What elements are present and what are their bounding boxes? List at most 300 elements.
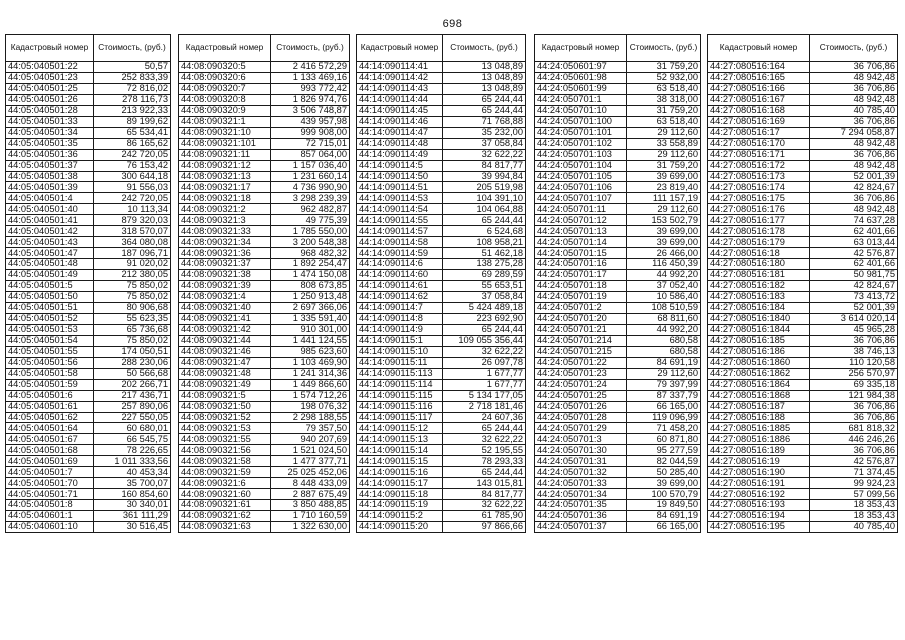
table-row	[179, 478, 350, 489]
cadastral-number-cell: 44:08:090321:4	[179, 292, 271, 303]
cadastral-number-cell: 44:05:040501:51	[6, 302, 94, 313]
cost-cell: 32 622,22	[443, 149, 526, 160]
table-header-row	[6, 35, 171, 62]
table-row	[708, 456, 898, 467]
table-row	[6, 248, 171, 259]
cadastral-number-cell: 44:27:080516:1868	[708, 390, 810, 401]
table-row	[179, 281, 350, 292]
cost-cell: 71 458,20	[627, 423, 701, 434]
table-header-row	[179, 35, 350, 62]
table-row	[179, 149, 350, 160]
table-row	[357, 116, 526, 127]
cadastral-number-cell: 44:27:080516:178	[708, 226, 810, 237]
cost-cell: 23 819,40	[627, 182, 701, 193]
cost-cell: 227 550,05	[94, 412, 171, 423]
cadastral-number-cell: 44:08:090321:56	[179, 445, 271, 456]
cost-cell: 361 111,29	[94, 511, 171, 522]
cadastral-number-cell: 44:24:050701:17	[535, 270, 627, 281]
cost-cell: 48 942,48	[810, 204, 898, 215]
cost-cell: 65 244,44	[443, 324, 526, 335]
cost-cell: 84 817,77	[443, 160, 526, 171]
table-row	[535, 72, 701, 83]
cost-cell: 55 623,35	[94, 313, 171, 324]
cadastre-table-5	[707, 34, 898, 533]
cadastral-number-cell: 44:24:050701:37	[535, 522, 627, 533]
cost-cell: 36 706,86	[810, 401, 898, 412]
table-row	[708, 72, 898, 83]
table-row	[708, 116, 898, 127]
cadastral-number-cell: 44:24:050701:35	[535, 500, 627, 511]
table-row	[708, 83, 898, 94]
cost-cell: 38 746,13	[810, 346, 898, 357]
cadastral-number-cell: 44:05:040501:53	[6, 324, 94, 335]
table-row	[357, 522, 526, 533]
cost-cell: 32 622,22	[443, 346, 526, 357]
table-row	[6, 412, 171, 423]
cadastral-number-cell: 44:08:090321:1	[179, 116, 271, 127]
cadastral-number-cell: 44:08:090321:55	[179, 434, 271, 445]
cadastral-number-cell: 44:08:090320:8	[179, 94, 271, 105]
table-row	[6, 171, 171, 182]
table-row	[6, 292, 171, 303]
cost-cell: 1 157 036,40	[271, 160, 350, 171]
cadastral-number-cell: 44:24:050701:19	[535, 292, 627, 303]
cost-cell: 2 697 366,06	[271, 302, 350, 313]
cadastral-number-cell: 44:05:040501:52	[6, 313, 94, 324]
cadastral-number-cell: 44:24:050701:30	[535, 445, 627, 456]
cadastral-number-cell: 44:27:080516:166	[708, 83, 810, 94]
table-row	[179, 237, 350, 248]
table-row	[357, 259, 526, 270]
cadastral-number-cell: 44:08:090321:5	[179, 390, 271, 401]
table-row	[179, 390, 350, 401]
table-row	[535, 489, 701, 500]
cadastral-number-cell: 44:05:040501:35	[6, 138, 94, 149]
cost-cell: 1 449 866,60	[271, 379, 350, 390]
cadastral-number-cell: 44:24:050601:99	[535, 83, 627, 94]
table-row	[357, 379, 526, 390]
cadastral-number-cell: 44:08:090321:3	[179, 215, 271, 226]
table-row	[535, 182, 701, 193]
table-row	[179, 226, 350, 237]
cadastral-number-cell: 44:27:080516:164	[708, 62, 810, 73]
table-row	[708, 204, 898, 215]
cadastral-number-cell: 44:14:090115:16	[357, 467, 443, 478]
cadastral-number-cell: 44:08:090321:50	[179, 401, 271, 412]
cadastral-number-cell: 44:24:050601:97	[535, 62, 627, 73]
cadastral-number-cell: 44:24:050701:3	[535, 434, 627, 445]
cadastral-number-cell: 44:14:090115:116	[357, 401, 443, 412]
cost-cell: 86 165,62	[94, 138, 171, 149]
cadastral-number-cell: 44:05:040501:70	[6, 478, 94, 489]
cadastral-number-cell: 44:05:040501:6	[6, 390, 94, 401]
cost-cell: 36 706,86	[810, 83, 898, 94]
cost-cell: 910 301,00	[271, 324, 350, 335]
table-row	[6, 423, 171, 434]
cost-cell: 40 453,34	[94, 467, 171, 478]
table-row	[6, 368, 171, 379]
table-row	[535, 379, 701, 390]
cost-cell: 49 775,39	[271, 215, 350, 226]
cadastral-number-cell: 44:08:090321:11	[179, 149, 271, 160]
cadastral-number-cell: 44:14:090114:53	[357, 193, 443, 204]
cadastral-number-cell: 44:24:050701:20	[535, 313, 627, 324]
cadastral-number-cell: 44:14:090114:8	[357, 313, 443, 324]
table-row	[535, 500, 701, 511]
cadastral-number-cell: 44:14:090114:48	[357, 138, 443, 149]
cadastral-number-cell: 44:05:040501:61	[6, 401, 94, 412]
cost-cell: 65 244,44	[443, 467, 526, 478]
cost-cell: 48 942,48	[810, 138, 898, 149]
table-row	[535, 302, 701, 313]
cost-cell: 63 518,40	[627, 83, 701, 94]
cadastral-number-cell: 44:08:090321:53	[179, 423, 271, 434]
cadastral-number-cell: 44:27:080516:1864	[708, 379, 810, 390]
table-row	[357, 401, 526, 412]
cost-cell: 37 058,84	[443, 138, 526, 149]
cost-cell: 80 906,68	[94, 302, 171, 313]
cadastral-number-cell: 44:08:090321:13	[179, 171, 271, 182]
table-row	[179, 489, 350, 500]
table-row	[357, 346, 526, 357]
table-row	[357, 489, 526, 500]
cadastral-number-cell: 44:27:080516:1860	[708, 357, 810, 368]
cost-cell: 65 244,44	[443, 94, 526, 105]
table-row	[535, 467, 701, 478]
table-row	[179, 401, 350, 412]
table-row	[6, 72, 171, 83]
table-row	[179, 445, 350, 456]
table-row	[357, 270, 526, 281]
cadastre-table-1	[5, 34, 171, 533]
table-row	[6, 281, 171, 292]
cadastral-number-cell: 44:05:040501:26	[6, 94, 94, 105]
table-row	[357, 62, 526, 73]
table-row	[357, 149, 526, 160]
cost-cell: 25 025 452,06	[271, 467, 350, 478]
cost-cell: 60 871,80	[627, 434, 701, 445]
cost-cell: 108 958,21	[443, 237, 526, 248]
table-row	[357, 248, 526, 259]
cadastral-number-cell: 44:08:090321:10	[179, 127, 271, 138]
cadastral-number-cell: 44:05:040501:67	[6, 434, 94, 445]
cadastral-number-cell: 44:24:050701:11	[535, 204, 627, 215]
cadastral-number-cell: 44:05:040501:22	[6, 62, 94, 73]
cadastral-number-cell: 44:14:090114:44	[357, 94, 443, 105]
cadastral-number-cell: 44:05:040501:58	[6, 368, 94, 379]
table-row	[179, 193, 350, 204]
cost-cell: 2 298 188,55	[271, 412, 350, 423]
cost-cell: 66 165,00	[627, 401, 701, 412]
table-row	[357, 292, 526, 303]
cost-cell: 50 285,40	[627, 467, 701, 478]
table-row	[708, 248, 898, 259]
table-row	[535, 105, 701, 116]
cost-cell: 35 700,07	[94, 478, 171, 489]
table-row	[535, 215, 701, 226]
cost-cell: 84 691,19	[627, 511, 701, 522]
cost-cell: 4 736 990,90	[271, 182, 350, 193]
table-row	[535, 62, 701, 73]
cadastral-number-cell: 44:27:080516:171	[708, 149, 810, 160]
cadastral-number-cell: 44:08:090321:60	[179, 489, 271, 500]
cadastral-number-cell: 44:05:040501:56	[6, 357, 94, 368]
cadastral-number-cell: 44:24:050701:102	[535, 138, 627, 149]
cadastral-number-cell: 44:08:090321:52	[179, 412, 271, 423]
table-row	[708, 445, 898, 456]
table-row	[179, 248, 350, 259]
cadastral-number-cell: 44:05:040501:42	[6, 226, 94, 237]
cadastral-number-cell: 44:05:040501:34	[6, 127, 94, 138]
table-row	[535, 149, 701, 160]
cost-cell: 138 275,28	[443, 259, 526, 270]
cadastral-number-cell: 44:05:040501:41	[6, 215, 94, 226]
table-row	[708, 281, 898, 292]
cadastral-number-cell: 44:14:090114:59	[357, 248, 443, 259]
table-row	[535, 171, 701, 182]
cadastral-number-cell: 44:27:080516:173	[708, 171, 810, 182]
table-row	[535, 346, 701, 357]
cost-cell: 108 510,59	[627, 302, 701, 313]
cost-cell: 242 720,05	[94, 149, 171, 160]
cost-cell: 57 099,56	[810, 489, 898, 500]
cost-cell: 82 044,59	[627, 456, 701, 467]
cadastral-number-cell: 44:08:090320:9	[179, 105, 271, 116]
table-row	[535, 423, 701, 434]
cost-cell: 198 076,32	[271, 401, 350, 412]
cadastral-number-cell: 44:24:050701:31	[535, 456, 627, 467]
cost-cell: 39 699,00	[627, 171, 701, 182]
cost-cell: 31 759,20	[627, 105, 701, 116]
cost-cell: 71 768,88	[443, 116, 526, 127]
cost-cell: 36 706,86	[810, 149, 898, 160]
table-row	[535, 445, 701, 456]
header-cadastral-number: Кадастровый номер	[357, 35, 443, 62]
cadastral-number-cell: 44:05:040501:33	[6, 116, 94, 127]
table-row	[708, 467, 898, 478]
cost-cell: 26 466,00	[627, 248, 701, 259]
cadastral-number-cell: 44:24:050701:1	[535, 94, 627, 105]
table-row	[6, 105, 171, 116]
cost-cell: 75 850,02	[94, 335, 171, 346]
cadastral-number-cell: 44:24:050701:13	[535, 226, 627, 237]
cost-cell: 36 706,86	[810, 335, 898, 346]
header-cost: Стоимость, (руб.)	[94, 35, 171, 62]
cost-cell: 75 850,02	[94, 292, 171, 303]
cost-cell: 91 556,03	[94, 182, 171, 193]
cadastral-number-cell: 44:14:090114:57	[357, 226, 443, 237]
cost-cell: 857 064,00	[271, 149, 350, 160]
table-row	[708, 149, 898, 160]
cadastral-number-cell: 44:24:050701:32	[535, 467, 627, 478]
cost-cell: 13 048,89	[443, 72, 526, 83]
cadastral-number-cell: 44:27:080516:179	[708, 237, 810, 248]
cadastral-number-cell: 44:05:040501:43	[6, 237, 94, 248]
cost-cell: 104 391,10	[443, 193, 526, 204]
cost-cell: 39 699,00	[627, 226, 701, 237]
table-row	[6, 226, 171, 237]
cadastral-number-cell: 44:27:080516:18	[708, 248, 810, 259]
cadastral-number-cell: 44:14:090114:41	[357, 62, 443, 73]
cadastral-number-cell: 44:27:080516:195	[708, 522, 810, 533]
table-row	[6, 259, 171, 270]
table-row	[708, 138, 898, 149]
cost-cell: 111 157,19	[627, 193, 701, 204]
cadastral-number-cell: 44:27:080516:186	[708, 346, 810, 357]
table-row	[708, 379, 898, 390]
cadastral-number-cell: 44:27:080516:181	[708, 270, 810, 281]
table-row	[357, 324, 526, 335]
cadastral-number-cell: 44:27:080516:192	[708, 489, 810, 500]
cadastral-number-cell: 44:14:090115:114	[357, 379, 443, 390]
cost-cell: 73 413,72	[810, 292, 898, 303]
table-row	[708, 127, 898, 138]
cost-cell: 40 785,40	[810, 105, 898, 116]
table-row	[179, 313, 350, 324]
table-row	[179, 171, 350, 182]
table-row	[708, 412, 898, 423]
cost-cell: 29 112,60	[627, 149, 701, 160]
cost-cell: 7 294 058,87	[810, 127, 898, 138]
table-row	[357, 281, 526, 292]
cadastral-number-cell: 44:24:050701:106	[535, 182, 627, 193]
cost-cell: 1 335 591,40	[271, 313, 350, 324]
cadastral-number-cell: 44:14:090114:47	[357, 127, 443, 138]
cost-cell: 1 477 377,71	[271, 456, 350, 467]
cadastral-number-cell: 44:08:090321:46	[179, 346, 271, 357]
table-row	[357, 357, 526, 368]
cost-cell: 1 231 660,14	[271, 171, 350, 182]
cadastral-number-cell: 44:27:080516:182	[708, 281, 810, 292]
table-row	[179, 182, 350, 193]
cost-cell: 187 096,71	[94, 248, 171, 259]
cost-cell: 100 570,79	[627, 489, 701, 500]
cost-cell: 69 335,18	[810, 379, 898, 390]
cadastral-number-cell: 44:14:090115:19	[357, 500, 443, 511]
table-row	[357, 412, 526, 423]
cost-cell: 36 706,86	[810, 116, 898, 127]
table-row	[535, 401, 701, 412]
table-row	[357, 182, 526, 193]
cost-cell: 69 289,59	[443, 270, 526, 281]
cost-cell: 61 785,90	[443, 511, 526, 522]
table-row	[708, 259, 898, 270]
cadastral-number-cell: 44:05:040501:38	[6, 171, 94, 182]
cost-cell: 36 706,86	[810, 62, 898, 73]
cost-cell: 31 759,20	[627, 62, 701, 73]
table-row	[179, 335, 350, 346]
cadastral-number-cell: 44:24:050701:104	[535, 160, 627, 171]
cadastral-number-cell: 44:14:090114:60	[357, 270, 443, 281]
table-row	[6, 467, 171, 478]
table-row	[535, 116, 701, 127]
table-row	[708, 489, 898, 500]
cost-cell: 99 924,23	[810, 478, 898, 489]
cadastral-number-cell: 44:27:080516:180	[708, 259, 810, 270]
cost-cell: 940 207,69	[271, 434, 350, 445]
cadastral-number-cell: 44:27:080516:187	[708, 401, 810, 412]
table-row	[708, 335, 898, 346]
cost-cell: 37 052,40	[627, 281, 701, 292]
cadastral-number-cell: 44:05:040501:69	[6, 456, 94, 467]
header-cadastral-number: Кадастровый номер	[179, 35, 271, 62]
cadastral-number-cell: 44:27:080516:177	[708, 215, 810, 226]
cadastral-number-cell: 44:27:080516:1840	[708, 313, 810, 324]
cadastral-number-cell: 44:08:090321:40	[179, 302, 271, 313]
cost-cell: 2 718 181,46	[443, 401, 526, 412]
table-row	[179, 379, 350, 390]
table-row	[535, 281, 701, 292]
cost-cell: 962 482,87	[271, 204, 350, 215]
table-row	[357, 193, 526, 204]
table-row	[179, 94, 350, 105]
cost-cell: 213 922,33	[94, 105, 171, 116]
cadastral-number-cell: 44:24:050701:29	[535, 423, 627, 434]
table-row	[6, 434, 171, 445]
cadastral-number-cell: 44:05:040501:5	[6, 281, 94, 292]
cost-cell: 174 050,51	[94, 346, 171, 357]
cost-cell: 1 521 024,50	[271, 445, 350, 456]
cost-cell: 10 586,40	[627, 292, 701, 303]
cadastre-table-4	[534, 34, 701, 533]
cadastral-number-cell: 44:05:040501:54	[6, 335, 94, 346]
table-row	[708, 357, 898, 368]
cadastral-number-cell: 44:27:080516:188	[708, 412, 810, 423]
cost-cell: 50 566,68	[94, 368, 171, 379]
cost-cell: 288 230,06	[94, 357, 171, 368]
table-row	[6, 478, 171, 489]
cost-cell: 1 710 160,59	[271, 511, 350, 522]
cost-cell: 78 293,33	[443, 456, 526, 467]
table-row	[708, 423, 898, 434]
table-row	[179, 522, 350, 533]
cadastral-number-cell: 44:27:080516:1886	[708, 434, 810, 445]
table-row	[708, 226, 898, 237]
table-row	[535, 248, 701, 259]
cost-cell: 42 824,67	[810, 182, 898, 193]
cadastral-number-cell: 44:08:090321:42	[179, 324, 271, 335]
table-row	[6, 489, 171, 500]
cost-cell: 79 357,50	[271, 423, 350, 434]
cadastral-number-cell: 44:24:050701:36	[535, 511, 627, 522]
cadastral-number-cell: 44:27:080516:165	[708, 72, 810, 83]
cadastral-number-cell: 44:05:040501:40	[6, 204, 94, 215]
table-row	[179, 270, 350, 281]
table-row	[179, 511, 350, 522]
cadastral-number-cell: 44:05:040501:55	[6, 346, 94, 357]
table-row	[535, 226, 701, 237]
cost-cell: 50,57	[94, 62, 171, 73]
cost-cell: 5 424 489,18	[443, 302, 526, 313]
cadastral-number-cell: 44:08:090321:12	[179, 160, 271, 171]
cadastral-number-cell: 44:27:080516:184	[708, 302, 810, 313]
cost-cell: 680,58	[627, 335, 701, 346]
table-row	[535, 313, 701, 324]
cadastral-number-cell: 44:24:050701:215	[535, 346, 627, 357]
cost-cell: 44 992,20	[627, 270, 701, 281]
table-row	[708, 511, 898, 522]
cost-cell: 153 502,79	[627, 215, 701, 226]
cost-cell: 89 199,62	[94, 116, 171, 127]
cost-cell: 60 680,01	[94, 423, 171, 434]
cost-cell: 95 277,59	[627, 445, 701, 456]
table-row	[357, 204, 526, 215]
cost-cell: 143 015,81	[443, 478, 526, 489]
cadastral-number-cell: 44:08:090321:17	[179, 182, 271, 193]
cost-cell: 808 673,85	[271, 281, 350, 292]
header-cost: Стоимость, (руб.)	[810, 35, 898, 62]
cost-cell: 52 001,39	[810, 302, 898, 313]
